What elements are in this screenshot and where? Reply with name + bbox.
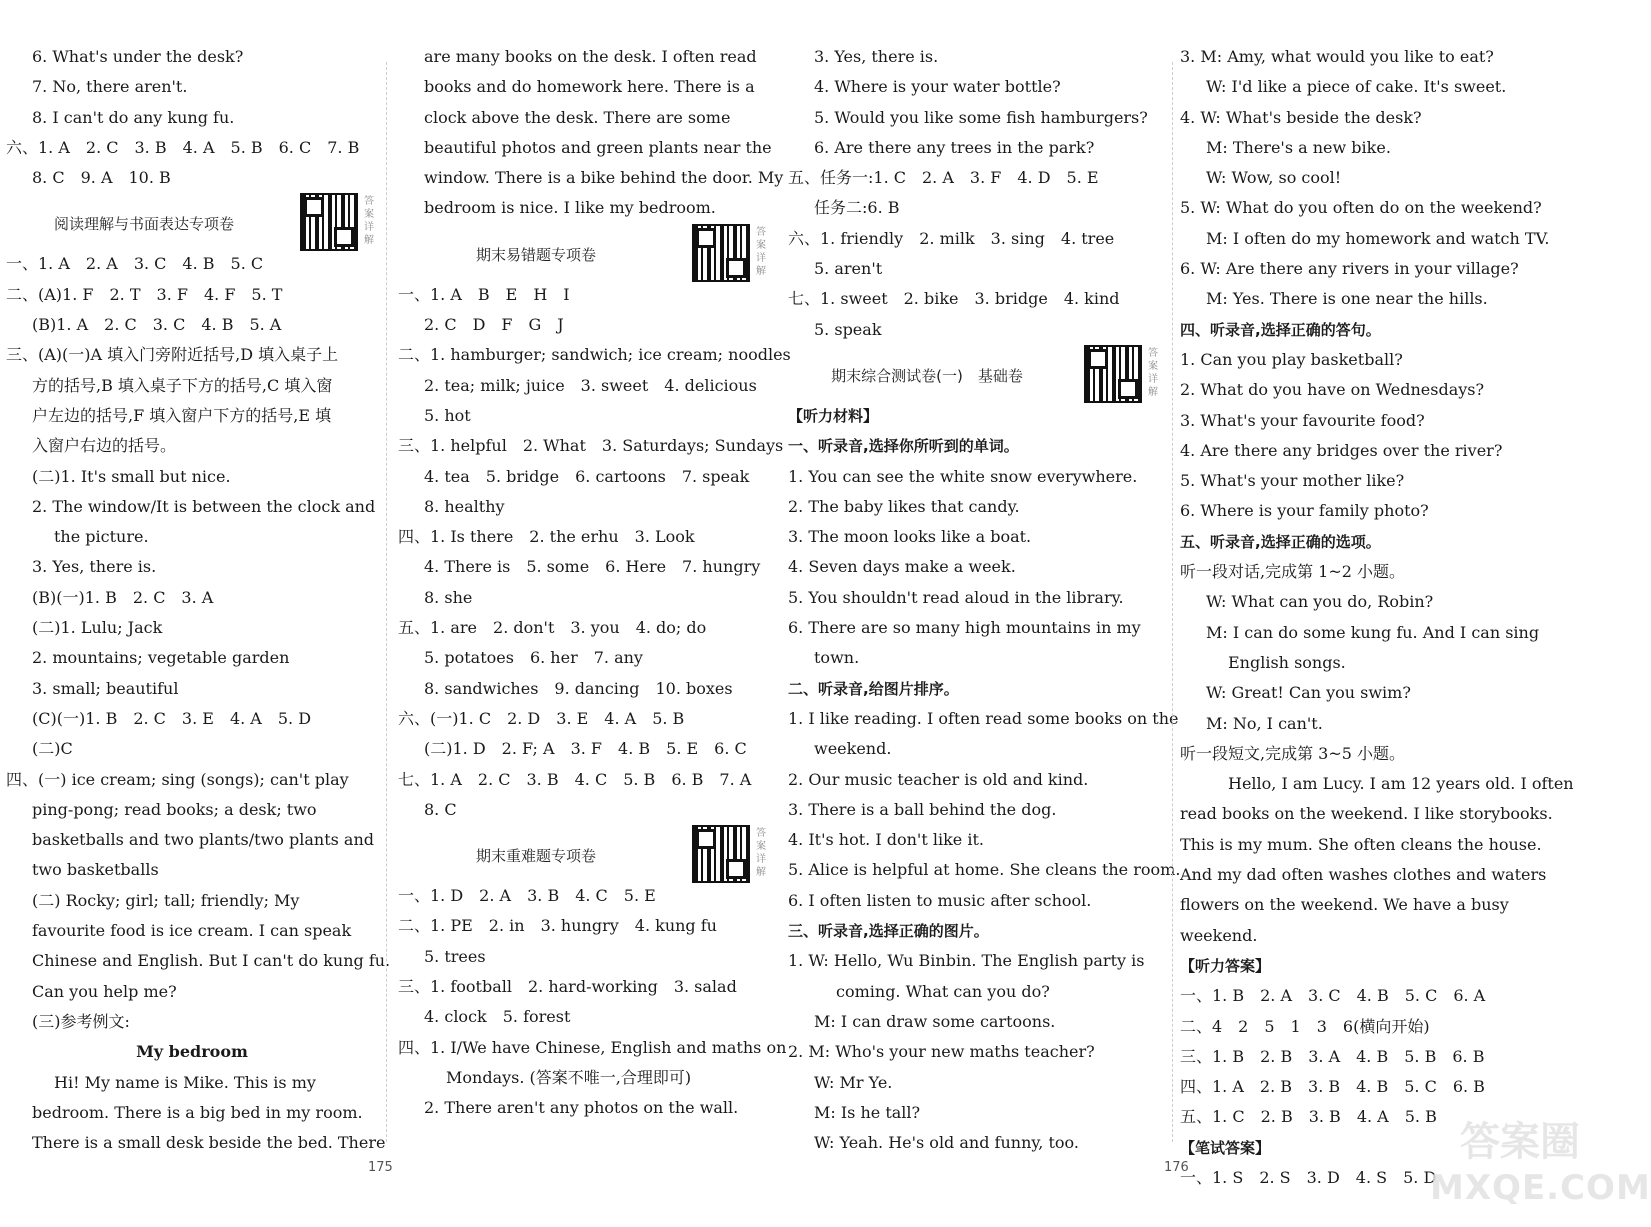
section-title: 期末重难题专项卷 [475, 847, 596, 866]
text-line: 4. Are there any bridges over the river? [1180, 440, 1503, 460]
text-line: 4. It's hot. I don't like it. [788, 830, 984, 850]
heading: 二、听录音,给图片排序。 [788, 679, 959, 698]
answer-line: 5. aren't [814, 259, 883, 279]
answer-line: the picture. [54, 527, 149, 547]
section-header-reading [6, 193, 378, 249]
text-line: M: No, I can't. [1206, 713, 1323, 733]
answer-line: 2. The window/It is between the clock and [32, 496, 376, 516]
answer-line: 2. mountains; vegetable garden [32, 648, 290, 668]
text-line: M: There's a new bike. [1206, 137, 1391, 157]
answer-line: 2. There aren't any photos on the wall. [424, 1098, 739, 1118]
text-line: W: Great! Can you swim? [1206, 683, 1411, 703]
text-line: English songs. [1228, 652, 1346, 672]
text-line: 6. I often listen to music after school. [788, 890, 1092, 910]
answer-line: 5. Would you like some fish hamburgers? [814, 107, 1148, 127]
text-line: 2. The baby likes that candy. [788, 496, 1020, 516]
text-line: 4. W: What's beside the desk? [1180, 107, 1422, 127]
text-line: M: Yes. There is one near the hills. [1206, 289, 1488, 309]
text-line: 5. What's your mother like? [1180, 471, 1405, 491]
text-line: weekend. [814, 739, 892, 759]
answer-line: 入窗户右边的括号。 [32, 436, 177, 456]
answer-line: 2. tea; milk; juice 3. sweet 4. delicious [424, 375, 757, 395]
answer-line: (二)1. D 2. F; A 3. F 4. B 5. E 6. C [424, 739, 747, 759]
text-line: W: I'd like a piece of cake. It's sweet. [1206, 77, 1507, 97]
answer-line: 8. healthy [424, 496, 505, 516]
text-line: 5. You shouldn't read aloud in the library. [788, 587, 1124, 607]
text-line: 听一段短文,完成第 3~5 小题。 [1180, 743, 1406, 763]
answer-line: two basketballs [32, 860, 159, 880]
answer-line: 一、1. S 2. S 3. D 4. S 5. D [1180, 1167, 1437, 1187]
text-line: W: What can you do, Robin? [1206, 592, 1434, 612]
text-line: M: I often do my homework and watch TV. [1206, 228, 1550, 248]
essay-line: bedroom is nice. I like my bedroom. [424, 198, 716, 218]
answer-line: 5. potatoes 6. her 7. any [424, 648, 643, 668]
text-line: M: I can do some kung fu. And I can sing [1206, 622, 1540, 642]
watermark-url: MXQE.COM [1430, 1168, 1651, 1208]
answer-line: 六、1. friendly 2. milk 3. sing 4. tree [788, 228, 1115, 248]
answer-line: (二)C [32, 739, 73, 759]
column-1 [6, 42, 391, 1158]
heading-written-answers: 【笔试答案】 [1180, 1138, 1271, 1157]
text-line: 听一段对话,完成第 1~2 小题。 [1180, 562, 1406, 582]
answer-line: (二)1. Lulu; Jack [32, 618, 163, 638]
answer-line: 一、1. A 2. A 3. C 4. B 5. C [6, 254, 264, 274]
answer-line: (B)1. A 2. C 3. C 4. B 5. A [32, 315, 282, 335]
qr-label: 答案详解 [756, 226, 766, 277]
answer-line: (C)(一)1. B 2. C 3. E 4. A 5. D [32, 708, 312, 728]
answer-line: 三、(A)(一)A 填入门旁附近括号,D 填入桌子上 [6, 345, 339, 365]
answer-line: (二) Rocky; girl; tall; friendly; My [32, 890, 300, 910]
text-line: weekend. [1180, 925, 1258, 945]
column-divider [386, 62, 387, 1142]
answer-line: 8. she [424, 587, 473, 607]
qr-label: 答案详解 [364, 196, 374, 247]
text-line: 7. No, there aren't. [32, 77, 188, 97]
text-line: 6. There are so many high mountains in my [788, 618, 1141, 638]
answer-line: 二、(A)1. F 2. T 3. F 4. F 5. T [6, 284, 283, 304]
page-number-right: 176 [1164, 1160, 1189, 1175]
essay-line: clock above the desk. There are some [424, 107, 731, 127]
section-header-final [788, 345, 1162, 401]
answer-line: 4. There is 5. some 6. Here 7. hungry [424, 557, 761, 577]
answer-line: 3. small; beautiful [32, 678, 179, 698]
text-line: M: Is he tall? [814, 1102, 921, 1122]
answer-line: 五、任务一:1. C 2. A 3. F 4. D 5. E [788, 168, 1099, 188]
page-number-left: 175 [368, 1160, 393, 1175]
answer-line: 七、1. sweet 2. bike 3. bridge 4. kind [788, 289, 1120, 309]
heading: 一、听录音,选择你所听到的单词。 [788, 437, 1019, 456]
essay-line: There is a small desk beside the bed. There [32, 1133, 386, 1153]
text-line: 5. Alice is helpful at home. She cleans the room. [788, 860, 1181, 880]
column-3 [788, 42, 1181, 1158]
text-line: 2. Our music teacher is old and kind. [788, 769, 1089, 789]
essay-title: My bedroom [136, 1042, 248, 1062]
heading: 四、听录音,选择正确的答句。 [1180, 320, 1381, 339]
text-line: 2. What do you have on Wednesdays? [1180, 380, 1485, 400]
text-line: W: Wow, so cool! [1206, 168, 1342, 188]
answer-line: 七、1. A 2. C 3. B 4. C 5. B 6. B 7. A [398, 769, 752, 789]
answer-line: Mondays. (答案不唯一,合理即可) [446, 1067, 692, 1087]
answer-line: 一、1. D 2. A 3. B 4. C 5. E [398, 886, 656, 906]
text-line: 6. W: Are there any rivers in your village? [1180, 259, 1519, 279]
text-line: W: Yeah. He's old and funny, too. [814, 1133, 1079, 1153]
qr-label: 答案详解 [756, 828, 766, 879]
qr-code-icon[interactable] [1084, 345, 1142, 403]
answer-line: 3. Yes, there is. [32, 557, 157, 577]
qr-code-icon[interactable] [300, 193, 358, 251]
heading-listening-material: 【听力材料】 [788, 406, 879, 425]
answer-line: 4. Where is your water bottle? [814, 77, 1061, 97]
section-title: 阅读理解与书面表达专项卷 [53, 215, 234, 234]
text-line: 6. What's under the desk? [32, 47, 244, 66]
section-title: 期末易错题专项卷 [475, 245, 596, 264]
answer-line: 六、(一)1. C 2. D 3. E 4. A 5. B [398, 708, 685, 728]
column-divider [1172, 62, 1173, 1142]
answer-line: (B)(一)1. B 2. C 3. A [32, 587, 214, 607]
answer-line: 六、1. A 2. C 3. B 4. A 5. B 6. C 7. B [6, 137, 360, 157]
answer-line: 2. C D F G J [424, 315, 564, 335]
answer-line: (三)参考例文: [32, 1011, 130, 1031]
qr-code-icon[interactable] [692, 224, 750, 282]
answer-line: 一、1. B 2. A 3. C 4. B 5. C 6. A [1180, 986, 1486, 1006]
text-line: 8. I can't do any kung fu. [32, 107, 235, 127]
essay-line: beautiful photos and green plants near the [424, 137, 772, 157]
answer-line: 8. sandwiches 9. dancing 10. boxes [424, 678, 733, 698]
qr-code-icon[interactable] [692, 825, 750, 883]
text-line: 4. Seven days make a week. [788, 557, 1016, 577]
answer-line: 5. trees [424, 946, 486, 966]
answer-line: Can you help me? [32, 981, 177, 1001]
answer-line: 5. speak [814, 319, 882, 339]
answer-line: 6. Are there any trees in the park? [814, 137, 1095, 157]
text-line: 3. What's your favourite food? [1180, 410, 1425, 430]
heading: 三、听录音,选择正确的图片。 [788, 922, 989, 941]
answer-line: (二)1. It's small but nice. [32, 466, 231, 486]
text-line: 1. Can you play basketball? [1180, 349, 1403, 369]
column-4 [1180, 42, 1574, 1193]
text-line: flowers on the weekend. We have a busy [1180, 895, 1509, 915]
answer-line: basketballs and two plants/two plants and [32, 830, 375, 850]
essay-line: Hi! My name is Mike. This is my [54, 1072, 316, 1092]
text-line: This is my mum. She often cleans the house. [1180, 834, 1542, 854]
answer-line: 五、1. are 2. don't 3. you 4. do; do [398, 618, 707, 638]
text-line: read books on the weekend. I like storybooks. [1180, 804, 1553, 824]
essay-line: window. There is a bike behind the door. My [424, 168, 784, 188]
text-line: And my dad often washes clothes and waters [1180, 865, 1547, 885]
answer-line: 二、1. hamburger; sandwich; ice cream; noodles [398, 345, 791, 365]
answer-line: 4. tea 5. bridge 6. cartoons 7. speak [424, 466, 750, 486]
answer-line: 三、1. helpful 2. What 3. Saturdays; Sundays [398, 436, 784, 456]
text-line: 5. W: What do you often do on the weekend? [1180, 198, 1542, 218]
answer-line: 户左边的括号,F 填入窗户下方的括号,E 填 [32, 405, 332, 425]
answer-line: Chinese and English. But I can't do kung fu. [32, 951, 391, 971]
answer-line: 8. C 9. A 10. B [32, 168, 171, 188]
answer-line: 3. Yes, there is. [814, 47, 939, 66]
text-line: 3. M: Amy, what would you like to eat? [1180, 47, 1494, 66]
heading-listening-answers: 【听力答案】 [1180, 956, 1271, 975]
answer-line: 四、(一) ice cream; sing (songs); can't play [6, 769, 349, 789]
watermark-logo [1430, 1110, 1651, 1220]
text-line: W: Mr Ye. [814, 1072, 893, 1092]
answer-line: 二、4 2 5 1 3 6(横向开始) [1180, 1016, 1430, 1036]
essay-line: bedroom. There is a big bed in my room. [32, 1102, 363, 1122]
watermark-text: 答案圈 [1460, 1119, 1580, 1165]
text-line: 1. You can see the white snow everywhere. [788, 466, 1138, 486]
section-header-wrong [398, 224, 770, 280]
essay-line: books and do homework here. There is a [424, 77, 755, 97]
text-line: 3. There is a ball behind the dog. [788, 799, 1057, 819]
answer-line: 五、1. C 2. B 3. B 4. A 5. B [1180, 1107, 1437, 1127]
text-line: 3. The moon looks like a boat. [788, 527, 1032, 547]
answer-line: 8. C [424, 799, 457, 819]
text-line: town. [814, 648, 860, 668]
answer-line: favourite food is ice cream. I can speak [32, 921, 352, 941]
text-line: 6. Where is your family photo? [1180, 501, 1429, 521]
essay-line: are many books on the desk. I often read [424, 47, 757, 66]
section-title: 期末综合测试卷(一) 基础卷 [831, 366, 1023, 385]
answer-line: 四、1. I/We have Chinese, English and maths on [398, 1037, 787, 1057]
answer-line: 四、1. A 2. B 3. B 4. B 5. C 6. B [1180, 1077, 1485, 1097]
answer-line: 4. clock 5. forest [424, 1007, 571, 1027]
answer-line: 一、1. A B E H I [398, 284, 570, 304]
text-line: Hello, I am Lucy. I am 12 years old. I often [1228, 774, 1574, 794]
text-line: 1. I like reading. I often read some books on the [788, 708, 1179, 728]
text-line: coming. What can you do? [836, 981, 1050, 1001]
heading: 五、听录音,选择正确的选项。 [1180, 532, 1381, 551]
qr-label: 答案详解 [1148, 347, 1158, 398]
section-header-hard [398, 825, 770, 881]
answer-line: 四、1. Is there 2. the erhu 3. Look [398, 527, 695, 547]
text-line: 1. W: Hello, Wu Binbin. The English party is [788, 951, 1145, 971]
answer-line: 三、1. B 2. B 3. A 4. B 5. B 6. B [1180, 1046, 1485, 1066]
column-2 [398, 42, 791, 1124]
answer-line: 方的括号,B 填入桌子下方的括号,C 填入窗 [32, 375, 333, 395]
answer-line: 三、1. football 2. hard-working 3. salad [398, 977, 737, 997]
answer-line: 任务二:6. B [814, 198, 900, 218]
answer-line: 5. hot [424, 405, 471, 425]
answer-line: ping-pong; read books; a desk; two [32, 799, 317, 819]
answer-line: 二、1. PE 2. in 3. hungry 4. kung fu [398, 916, 717, 936]
text-line: M: I can draw some cartoons. [814, 1011, 1056, 1031]
text-line: 2. M: Who's your new maths teacher? [788, 1042, 1095, 1062]
